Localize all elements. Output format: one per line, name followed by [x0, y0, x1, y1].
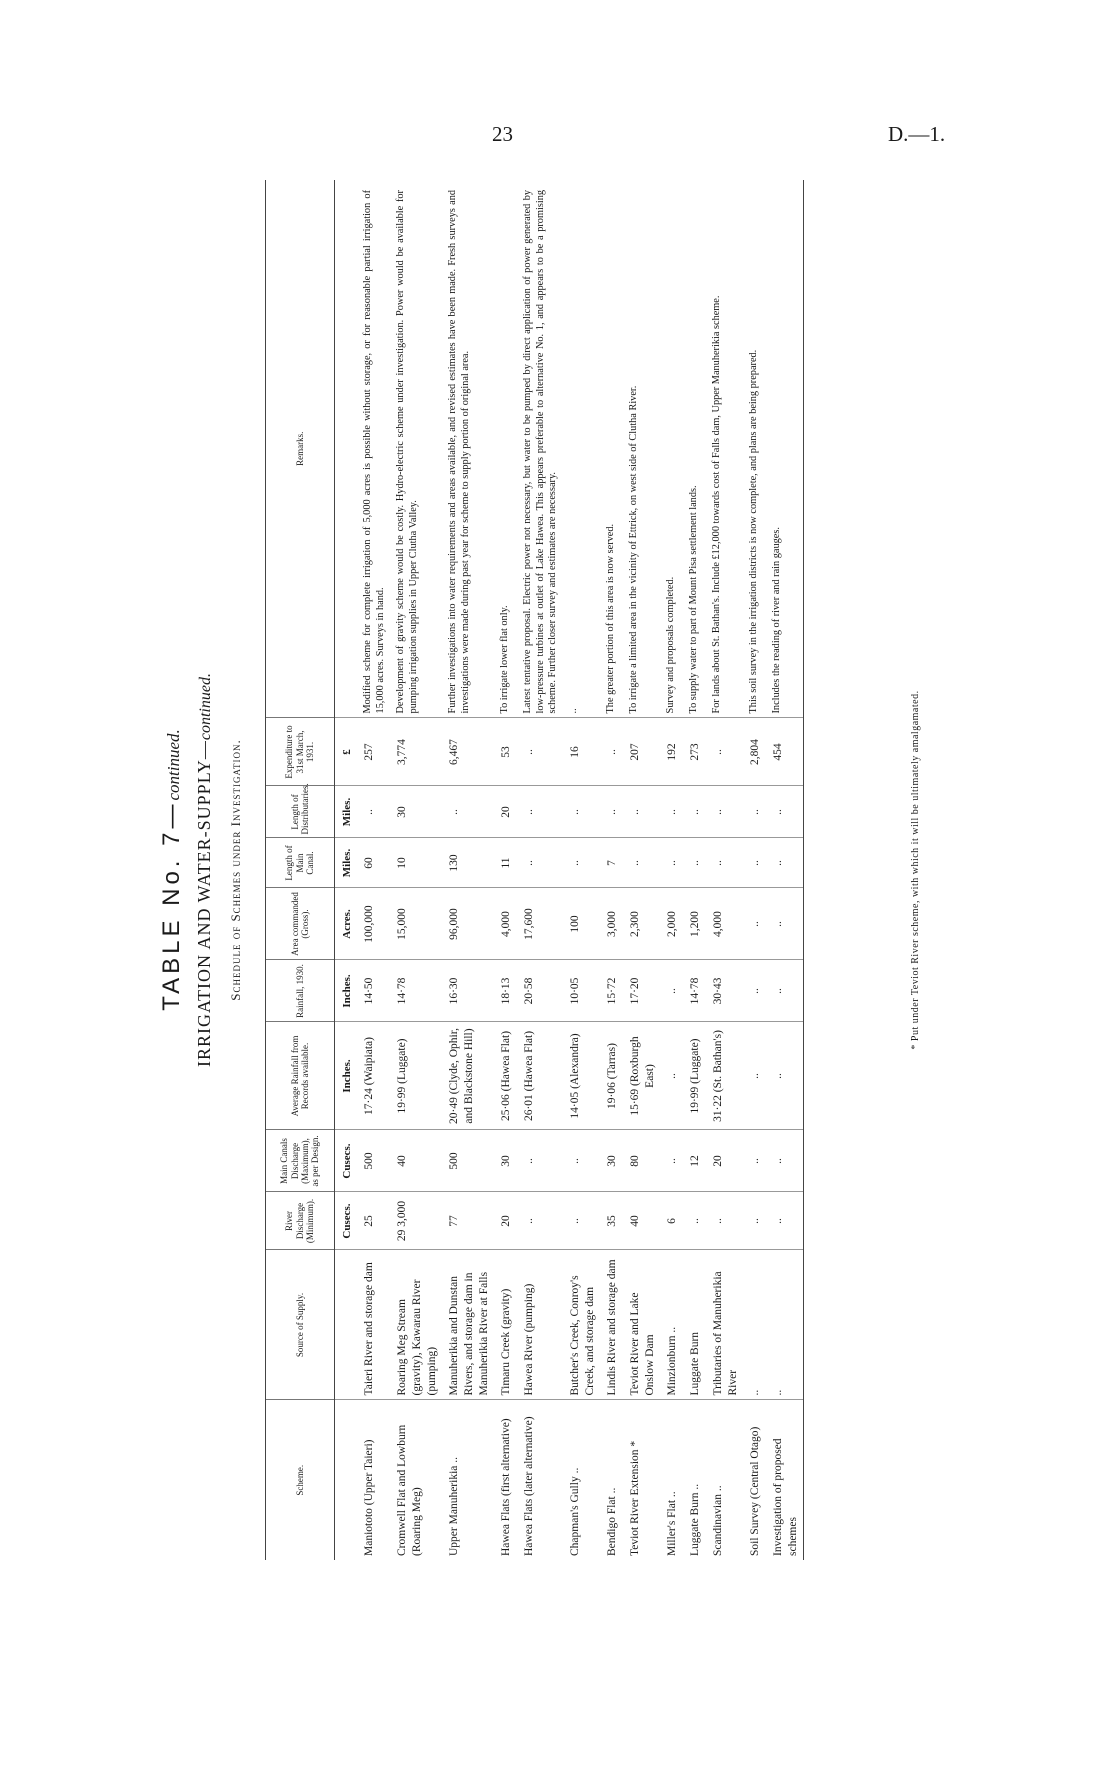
cell-exp: 3,774	[390, 718, 442, 786]
page-number: 23	[492, 122, 513, 146]
table-row	[683, 180, 706, 1560]
unit-cell	[335, 1250, 358, 1400]
cell-river: 40	[623, 1192, 660, 1250]
cell-river: 25	[357, 1192, 390, 1250]
cell-river: ..	[683, 1192, 706, 1250]
cell-dist: ..	[660, 786, 683, 838]
cell-scheme: Scandinavian ..	[711, 1485, 724, 1556]
cell-area: 3,000	[600, 888, 623, 960]
table-body	[357, 180, 804, 1560]
cell-avg-rain: ..	[743, 1022, 766, 1130]
column-header: Average Rainfall from Records available.	[266, 1022, 335, 1130]
cell-canal: ..	[660, 1130, 683, 1192]
table-row	[706, 180, 743, 1560]
cell-rain1930: ..	[766, 960, 804, 1022]
cell-area: 100,000	[357, 888, 390, 960]
schemes-table	[265, 180, 804, 1560]
cell-river: 35	[600, 1192, 623, 1250]
cell-remarks: This soil survey in the irrigation districts is now complete, and plans are being prepared.	[743, 180, 766, 718]
cell-exp: 454	[766, 718, 804, 786]
cell-main: ..	[743, 838, 766, 888]
cell-river: ..	[766, 1192, 804, 1250]
cell-remarks: Development of gravity scheme would be costly. Hydro-electric scheme under investigation. Power would be available for pumping irrigation supplies in Upper Clutha Valley.	[390, 180, 442, 718]
footnote: * Put under Teviot River scheme, with which it will be ultimately amalgamated.	[910, 690, 921, 1050]
cell-main: ..	[683, 838, 706, 888]
cell-exp: 257	[357, 718, 390, 786]
cell-dist: ..	[683, 786, 706, 838]
table-row	[766, 180, 804, 1560]
cell-avg-rain: 26·01 (Hawea Flat)	[517, 1022, 563, 1130]
cell-dist: ..	[743, 786, 766, 838]
cell-avg-rain: 20·49 (Clyde, Ophir, and Blackstone Hill)	[442, 1022, 494, 1130]
cell-main: 7	[600, 838, 623, 888]
cell-avg-rain: 19·06 (Tarras)	[600, 1022, 623, 1130]
table-row	[390, 180, 442, 1560]
cell-remarks: To irrigate a limited area in the vicinity of Ettrick, on west side of Clutha River.	[623, 180, 660, 718]
rotated-table-panel	[150, 180, 950, 1560]
cell-river: 20	[494, 1192, 517, 1250]
cell-exp: 53	[494, 718, 517, 786]
cell-source: Luggate Burn	[683, 1250, 706, 1400]
cell-canal: 12	[683, 1130, 706, 1192]
column-header: Length of Distributaries.	[266, 786, 335, 838]
cell-scheme: Hawea Flats (later alternative)	[523, 1416, 536, 1556]
cell-remarks: Latest tentative proposal. Electric power not necessary, but water to be pumped by direct application of power generated by low-pressure turbines at outlet of Lake Hawea. This appears preferable to alternative No. 1, and appears to be a promising scheme. Further closer survey and estimates are necessary.	[517, 180, 563, 718]
column-header: Length of Main Canal.	[266, 838, 335, 888]
cell-canal: ..	[743, 1130, 766, 1192]
unit-cell: Cusecs.	[335, 1192, 358, 1250]
cell-exp: 273	[683, 718, 706, 786]
cell-canal: 500	[442, 1130, 494, 1192]
cell-source: Hawea River (pumping)	[517, 1250, 563, 1400]
table-row	[660, 180, 683, 1560]
cell-rain1930: 18·13	[494, 960, 517, 1022]
unit-cell: Cusecs.	[335, 1130, 358, 1192]
cell-scheme: Soil Survey (Central Otago)	[749, 1426, 762, 1556]
cell-dist: ..	[623, 786, 660, 838]
unit-cell	[335, 180, 358, 718]
cell-avg-rain: 14·05 (Alexandra)	[563, 1022, 600, 1130]
cell-dist: ..	[600, 786, 623, 838]
cell-river: 77	[442, 1192, 494, 1250]
cell-scheme: Upper Manuherikia ..	[448, 1457, 461, 1556]
cell-remarks: Modified scheme for complete irrigation of 5,000 acres is possible without storage, or for reasonable partial irrigation of 15,000 acres. Surveys in hand.	[357, 180, 390, 718]
cell-avg-rain: ..	[766, 1022, 804, 1130]
cell-dist: ..	[357, 786, 390, 838]
cell-canal: ..	[563, 1130, 600, 1192]
cell-canal: 80	[623, 1130, 660, 1192]
cell-exp: 16	[563, 718, 600, 786]
cell-dist: ..	[442, 786, 494, 838]
cell-canal: 500	[357, 1130, 390, 1192]
cell-area: 100	[563, 888, 600, 960]
cell-exp: ..	[706, 718, 743, 786]
column-header: Expenditure to 31st March, 1931.	[266, 718, 335, 786]
cell-source: Taieri River and storage dam	[357, 1250, 390, 1400]
cell-river: ..	[743, 1192, 766, 1250]
unit-cell: Miles.	[335, 838, 358, 888]
unit-cell: £	[335, 718, 358, 786]
cell-dist: 20	[494, 786, 517, 838]
cell-remarks: Includes the reading of river and rain gauges.	[766, 180, 804, 718]
cell-source: Lindis River and storage dam	[600, 1250, 623, 1400]
cell-exp: 192	[660, 718, 683, 786]
cell-source: Roaring Meg Stream (gravity), Kawarau River (pumping)	[390, 1250, 442, 1400]
cell-dist: ..	[706, 786, 743, 838]
unit-cell: Acres.	[335, 888, 358, 960]
cell-area: 96,000	[442, 888, 494, 960]
cell-avg-rain: 19·99 (Luggate)	[683, 1022, 706, 1130]
cell-rain1930: 14·50	[357, 960, 390, 1022]
cell-exp: ..	[600, 718, 623, 786]
cell-exp: 6,467	[442, 718, 494, 786]
unit-cell: Inches.	[335, 960, 358, 1022]
cell-avg-rain: 31·22 (St. Bathan's)	[706, 1022, 743, 1130]
unit-cell	[335, 1400, 358, 1560]
cell-remarks: The greater portion of this area is now served.	[600, 180, 623, 718]
cell-river: 29 3,000	[390, 1192, 442, 1250]
cell-canal: ..	[766, 1130, 804, 1192]
cell-exp: ..	[517, 718, 563, 786]
cell-remarks: To supply water to part of Mount Pisa settlement lands.	[683, 180, 706, 718]
table-row	[743, 180, 766, 1560]
table-row	[563, 180, 600, 1560]
cell-avg-rain: 17·24 (Waipiata)	[357, 1022, 390, 1130]
cell-scheme: Chapman's Gully ..	[568, 1467, 581, 1556]
cell-rain1930: 16·30	[442, 960, 494, 1022]
cell-scheme: Investigation of proposed schemes	[766, 1400, 804, 1560]
cell-exp: 2,804	[743, 718, 766, 786]
table-number-title: TABLE No. 7—continued.	[158, 729, 185, 1011]
table-titles	[150, 180, 270, 1560]
cell-rain1930: 14·78	[683, 960, 706, 1022]
cell-source: ..	[766, 1250, 804, 1400]
cell-area: 1,200	[683, 888, 706, 960]
cell-main: 60	[357, 838, 390, 888]
cell-scheme: Maniototo (Upper Taieri)	[363, 1439, 376, 1556]
cell-area: 2,300	[623, 888, 660, 960]
cell-remarks: Further investigations into water requirements and areas available, and revised estimates have been made. Fresh surveys and investigations were made during past year for scheme to supply portion of original area.	[442, 180, 494, 718]
cell-river: ..	[563, 1192, 600, 1250]
cell-area: 15,000	[390, 888, 442, 960]
column-header: Area commanded (Gross).	[266, 888, 335, 960]
cell-scheme: Hawea Flats (first alternative)	[500, 1418, 513, 1556]
cell-canal: 30	[494, 1130, 517, 1192]
table-row	[623, 180, 660, 1560]
column-header: Rainfall, 1930.	[266, 960, 335, 1022]
cell-dist: ..	[766, 786, 804, 838]
cell-remarks: Survey and proposals completed.	[660, 180, 683, 718]
cell-source: Minzionburn ..	[660, 1250, 683, 1400]
cell-source: Manuherikia and Dunstan Rivers, and storage dam in Manuherikia River at Falls	[442, 1250, 494, 1400]
cell-avg-rain: ..	[660, 1022, 683, 1130]
cell-main: ..	[706, 838, 743, 888]
cell-scheme: Cromwell Flat and Lowburn (Roaring Meg)	[396, 1424, 423, 1556]
cell-canal: ..	[517, 1130, 563, 1192]
header-row	[266, 180, 335, 1560]
cell-source: Timaru Creek (gravity)	[494, 1250, 517, 1400]
table-row	[517, 180, 563, 1560]
cell-scheme: Luggate Burn ..	[689, 1483, 702, 1556]
cell-source: Teviot River and Lake Onslow Dam	[623, 1250, 660, 1400]
cell-remarks: For lands about St. Bathan's. Include £12,000 towards cost of Falls dam, Upper Manuherikia scheme.	[706, 180, 743, 718]
cell-area: ..	[743, 888, 766, 960]
cell-main: ..	[563, 838, 600, 888]
column-header: River Discharge (Minimum).	[266, 1192, 335, 1250]
cell-remarks: ..	[563, 180, 600, 718]
cell-rain1930: 30·43	[706, 960, 743, 1022]
table-row	[600, 180, 623, 1560]
table-row	[494, 180, 517, 1560]
cell-main: ..	[623, 838, 660, 888]
cell-scheme: Bendigo Flat ..	[606, 1487, 619, 1556]
table-row	[357, 180, 390, 1560]
column-header: Source of Supply.	[266, 1250, 335, 1400]
cell-avg-rain: 19·99 (Luggate)	[390, 1022, 442, 1130]
cell-main: ..	[660, 838, 683, 888]
cell-dist: ..	[563, 786, 600, 838]
document-reference: D.—1.	[888, 122, 946, 146]
cell-river: 6	[660, 1192, 683, 1250]
cell-rain1930: 14·78	[390, 960, 442, 1022]
cell-main: ..	[517, 838, 563, 888]
cell-area: ..	[766, 888, 804, 960]
cell-scheme: Miller's Flat ..	[666, 1491, 679, 1556]
cell-main: 10	[390, 838, 442, 888]
cell-scheme: Teviot River Extension *	[629, 1440, 641, 1556]
cell-source: ..	[743, 1250, 766, 1400]
cell-area: 2,000	[660, 888, 683, 960]
cell-rain1930: ..	[743, 960, 766, 1022]
cell-area: 17,600	[517, 888, 563, 960]
unit-row	[335, 180, 358, 1560]
cell-river: ..	[517, 1192, 563, 1250]
column-header: Scheme.	[266, 1400, 335, 1560]
cell-remarks: To irrigate lower flat only.	[494, 180, 517, 718]
cell-source: Butcher's Creek, Conroy's Creek, and storage dam	[563, 1250, 600, 1400]
cell-rain1930: 17·20	[623, 960, 660, 1022]
cell-canal: 20	[706, 1130, 743, 1192]
cell-main: 130	[442, 838, 494, 888]
cell-canal: 40	[390, 1130, 442, 1192]
cell-canal: 30	[600, 1130, 623, 1192]
column-header: Remarks.	[266, 180, 335, 718]
cell-main: ..	[766, 838, 804, 888]
unit-cell: Miles.	[335, 786, 358, 838]
table-main-title: IRRIGATION AND WATER-SUPPLY—continued.	[194, 673, 214, 1067]
cell-rain1930: 10·05	[563, 960, 600, 1022]
cell-river: ..	[706, 1192, 743, 1250]
table-subtitle: Schedule of Schemes under Investigation.	[228, 739, 243, 1001]
cell-area: 4,000	[706, 888, 743, 960]
cell-dist: 30	[390, 786, 442, 838]
cell-main: 11	[494, 838, 517, 888]
cell-dist: ..	[517, 786, 563, 838]
cell-rain1930: 15·72	[600, 960, 623, 1022]
cell-exp: 207	[623, 718, 660, 786]
cell-rain1930: 20·58	[517, 960, 563, 1022]
cell-avg-rain: 25·06 (Hawea Flat)	[494, 1022, 517, 1130]
cell-avg-rain: 15·69 (Roxburgh East)	[623, 1022, 660, 1130]
cell-rain1930: ..	[660, 960, 683, 1022]
column-header: Main Canals Discharge (Maximum), as per Design.	[266, 1130, 335, 1192]
unit-cell: Inches.	[335, 1022, 358, 1130]
cell-source: Tributaries of Manuherikia River	[706, 1250, 743, 1400]
cell-area: 4,000	[494, 888, 517, 960]
table-row	[442, 180, 494, 1560]
